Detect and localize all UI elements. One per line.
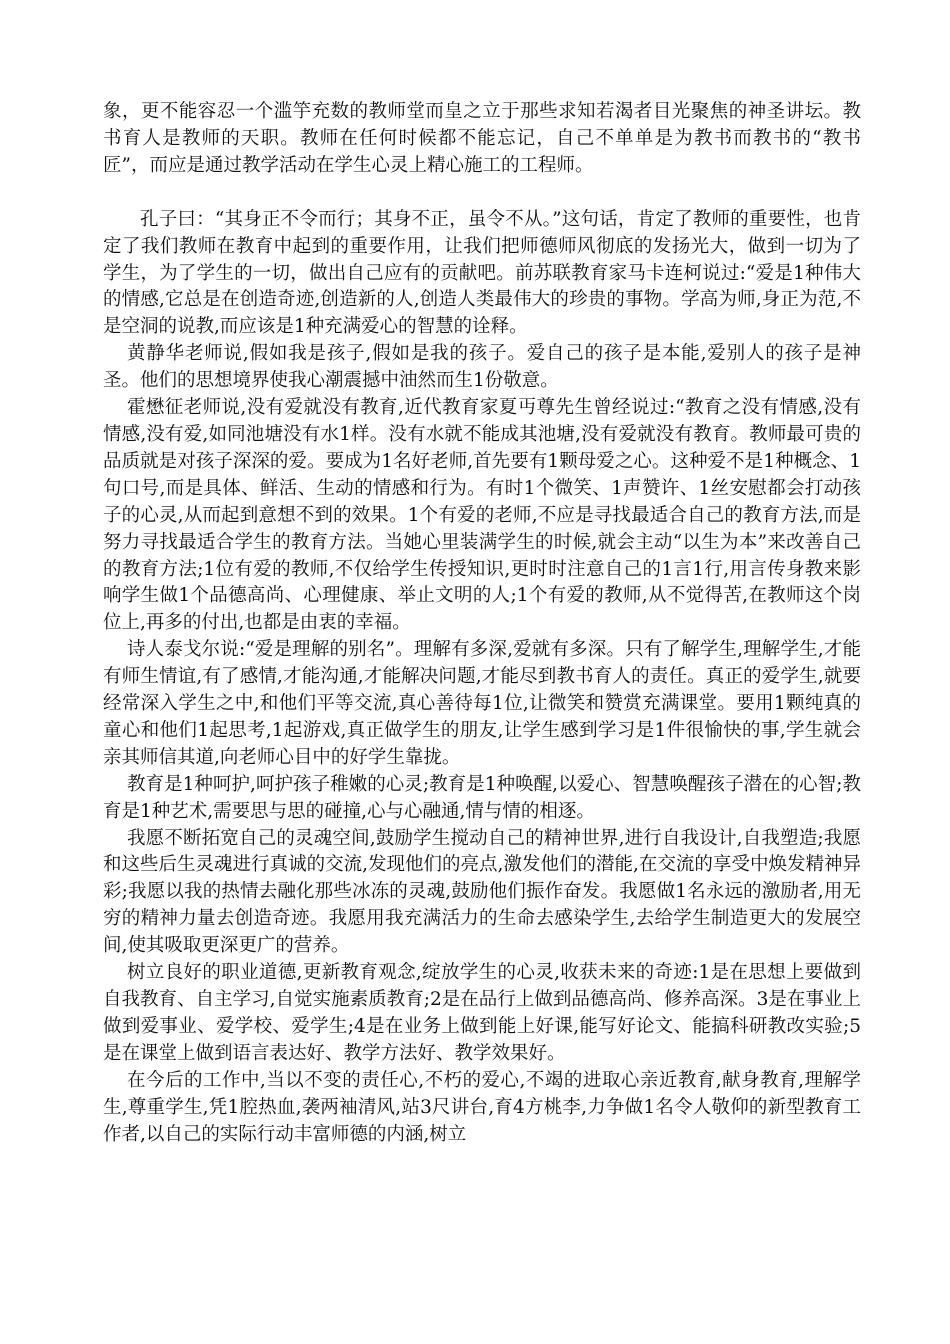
paragraph-1: 象，更不能容忍一个滥竽充数的教师堂而皇之立于那些求知若渴者目光聚焦的神圣讲坛。教书育人是教师的天职。教师在任何时候都不能忘记，自己不单单是为教书而教书的“教书匠”，而应是通过教学活动在学生心灵上精心施工的工程师。 [103,101,861,176]
paragraph-3: 黄静华老师说,假如我是孩子,假如是我的孩子。爱自己的孩子是本能,爱别人的孩子是神圣。他们的思想境界使我心潮震撼中油然而生1份敬意。 [103,343,861,392]
paragraph-7: 我愿不断拓宽自己的灵魂空间,鼓励学生搅动自己的精神世界,进行自我设计,自我塑造;我愿和这些后生灵魂进行真诚的交流,发现他们的亮点,激发他们的潜能,在交流的享受中焕发精神异彩;我愿以我的热情去融化那些冰冻的灵魂,鼓励他们振作奋发。我愿做1名永远的激励者,用无穷的精神力量去创造奇迹。我愿用我充满活力的生命去感染学生,去给学生制造更大的发展空间,使其吸取更深更广的营养。 [103,827,861,957]
paragraph-6: 教育是1种呵护,呵护孩子稚嫩的心灵;教育是1种唤醒,以爱心、智慧唤醒孩子潜在的心智;教育是1种艺术,需要思与思的碰撞,心与心融通,情与情的相逐。 [103,773,861,822]
paragraph-4: 霍懋征老师说,没有爱就没有教育,近代教育家夏丏尊先生曾经说过:“教育之没有情感,没有情感,没有爱,如同池塘没有水1样。没有水就不能成其池塘,没有爱就没有教育。教师最可贵的品质就是对孩子深深的爱。要成为1名好老师,首先要有1颗母爱之心。这种爱不是1种概念、1句口号,而是具体、鲜活、生动的情感和行为。有时1个微笑、1声赞许、1丝安慰都会打动孩子的心灵,从而起到意想不到的效果。1个有爱的老师,不应是寻找最适合自己的教育方法,而是努力寻找最适合学生的教育方法。当她心里装满学生的时候,就会主动“以生为本”来改善自己的教育方法;1位有爱的教师,不仅给学生传授知识,更时时注意自己的1言1行,用言传身教来影响学生做1个品德高尚、心理健康、举止文明的人;1个有爱的教师,从不觉得苦,在教师这个岗位上,再多的付出,也都是由衷的幸福。 [103,397,861,634]
document-page [103,99,861,1324]
paragraph-gap [103,180,861,207]
paragraph-5: 诗人泰戈尔说:“爱是理解的别名”。理解有多深,爱就有多深。只有了解学生,理解学生,才能有师生情谊,有了感情,才能沟通,才能解决问题,才能尽到教书育人的责任。真正的爱学生,就要经常深入学生之中,和他们平等交流,真心善待每1位,让微笑和赞赏充满课堂。要用1颗纯真的童心和他们1起思考,1起游戏,真正做学生的朋友,让学生感到学习是1件很愉快的事,学生就会亲其师信其道,向老师心目中的好学生靠拢。 [103,639,861,768]
paragraph-2: 孔子曰：“其身正不令而行；其身不正，虽令不从。”这句话，肯定了教师的重要性，也肯定了我们教师在教育中起到的重要作用，让我们把师德师风彻底的发扬光大，做到一切为了学生，为了学生的一切，做出自己应有的贡献吧。前苏联教育家马卡连柯说过:“爱是1种伟大的情感,它总是在创造奇迹,创造新的人,创造人类最伟大的珍贵的事物。学高为师,身正为范,不是空洞的说教,而应该是1种充满爱心的智慧的诠释。 [103,208,861,338]
paragraph-9: 在今后的工作中,当以不变的责任心,不朽的爱心,不竭的进取心亲近教育,献身教育,理解学生,尊重学生,凭1腔热血,袭两袖清风,站3尺讲台,育4方桃李,力争做1名令人敬仰的新型教育工作者,以自己的实际行动丰富师德的内涵,树立 [103,1069,861,1145]
paragraph-8: 树立良好的职业道德,更新教育观念,绽放学生的心灵,收获未来的奇迹:1是在思想上要做到自我教育、自主学习,自觉实施素质教育;2是在品行上做到品德高尚、修养高深。3是在事业上做到爱事业、爱学校、爱学生;4是在业务上做到能上好课,能写好论文、能搞科研教改实验;5是在课堂上做到语言表达好、教学方法好、教学效果好。 [103,962,861,1064]
